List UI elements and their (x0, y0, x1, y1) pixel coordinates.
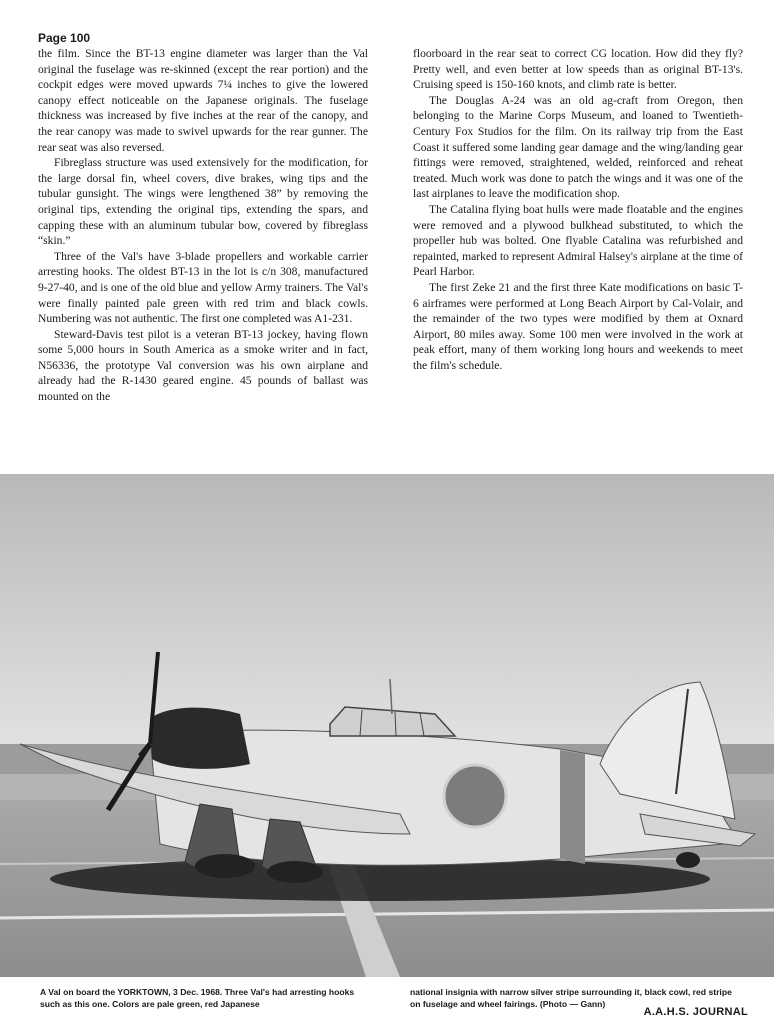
fuselage-stripe (560, 750, 585, 864)
aircraft-photo (0, 474, 774, 977)
paragraph: Fibreglass structure was used extensively for the modification, for the large dorsal fin, wheel covers, dive brakes, wing tips and the tubular gunsight. The wings were lengthened 38” by removing the original tips, extending the original tips, extending the spars, and capping these with an aluminum tubular bow, covered by fibreglass “skin.” (38, 156, 368, 248)
paragraph: floorboard in the rear seat to correct CG location. How did they fly? Pretty well, and even better at low speeds than as original BT-13's. Cruising speed is 150-160 knots, and climb rate is better. (413, 47, 743, 92)
article-left-column (38, 46, 368, 405)
engine-cowl (150, 708, 250, 769)
photo-caption-right: national insignia with narrow silver stripe surrounding it, black cowl, red stripe on fuselage and wheel fairings. (Photo — Gann) (410, 987, 732, 1009)
photo-caption-left: A Val on board the YORKTOWN, 3 Dec. 1968. Three Val's had arresting hooks such as this one. Colors are pale green, red Japanese (40, 987, 355, 1009)
paragraph: The Catalina flying boat hulls were made floatable and the engines were removed and a plywood bulkhead substituted, to which the propeller hub was bolted. One flyable Catalina was refurbished and repainted, marked to represent Admiral Halsey's airplane at the time of Pearl Harbor. (413, 202, 743, 279)
national-insignia (444, 765, 506, 827)
paragraph: The first Zeke 21 and the first three Kate modifications on basic T-6 airframes were performed at Long Beach Airport by Cal-Volair, and the remainder of the two types were modified by them at Oxnard Airport, 80 miles away. Some 100 men were involved in the work at peak effort, many of them working long hours and weekends to meet the film's schedule. (413, 280, 743, 372)
paragraph: Three of the Val's have 3-blade propellers and workable carrier arresting hooks. The oldest BT-13 in the lot is c/n 308, manufactured 9-27-40, and is one of the old blue and yellow Army trainers. The Val's were finally painted pale green with red trim and black cowls. Numbering was not authentic. The first one completed was A1-231. (38, 249, 368, 326)
paragraph: the film. Since the BT-13 engine diameter was larger than the Val original the fuselage was re-skinned (except the rear portion) and the cockpit edges were moved upwards 7¼ inches to give the lowered canopy effect noticeable on the Japanese originals. The fuselage thickness was increased by five inches at the rear of the canopy, and the rear canopy was made to swivel upwards for the rear gunner. The rear seat was also reversed. (38, 47, 368, 154)
article-right-column (413, 46, 743, 373)
page-number: Page 100 (38, 31, 91, 45)
journal-title: A.A.H.S. JOURNAL (643, 1006, 748, 1018)
paragraph: Steward-Davis test pilot is a veteran BT-13 jockey, having flown some 5,000 hours in South America as a smoke writer and in fact, N56336, the prototype Val conversion was his own airplane and already had the R-1430 geared engine. 45 pounds of ballast was mounted on the (38, 327, 368, 404)
paragraph: The Douglas A-24 was an old ag-craft from Oregon, then belonging to the Marine Corps Museum, and loaned to Twentieth-Century Fox Studios for the film. On its railway trip from the East Coast it suffered some landing gear damage and the wing/landing gear fittings were removed, straightened, welded, reinforced and reheat treated. Much work was done to patch the wings and it was one of the last airplanes to leave the modification shop. (413, 93, 743, 201)
